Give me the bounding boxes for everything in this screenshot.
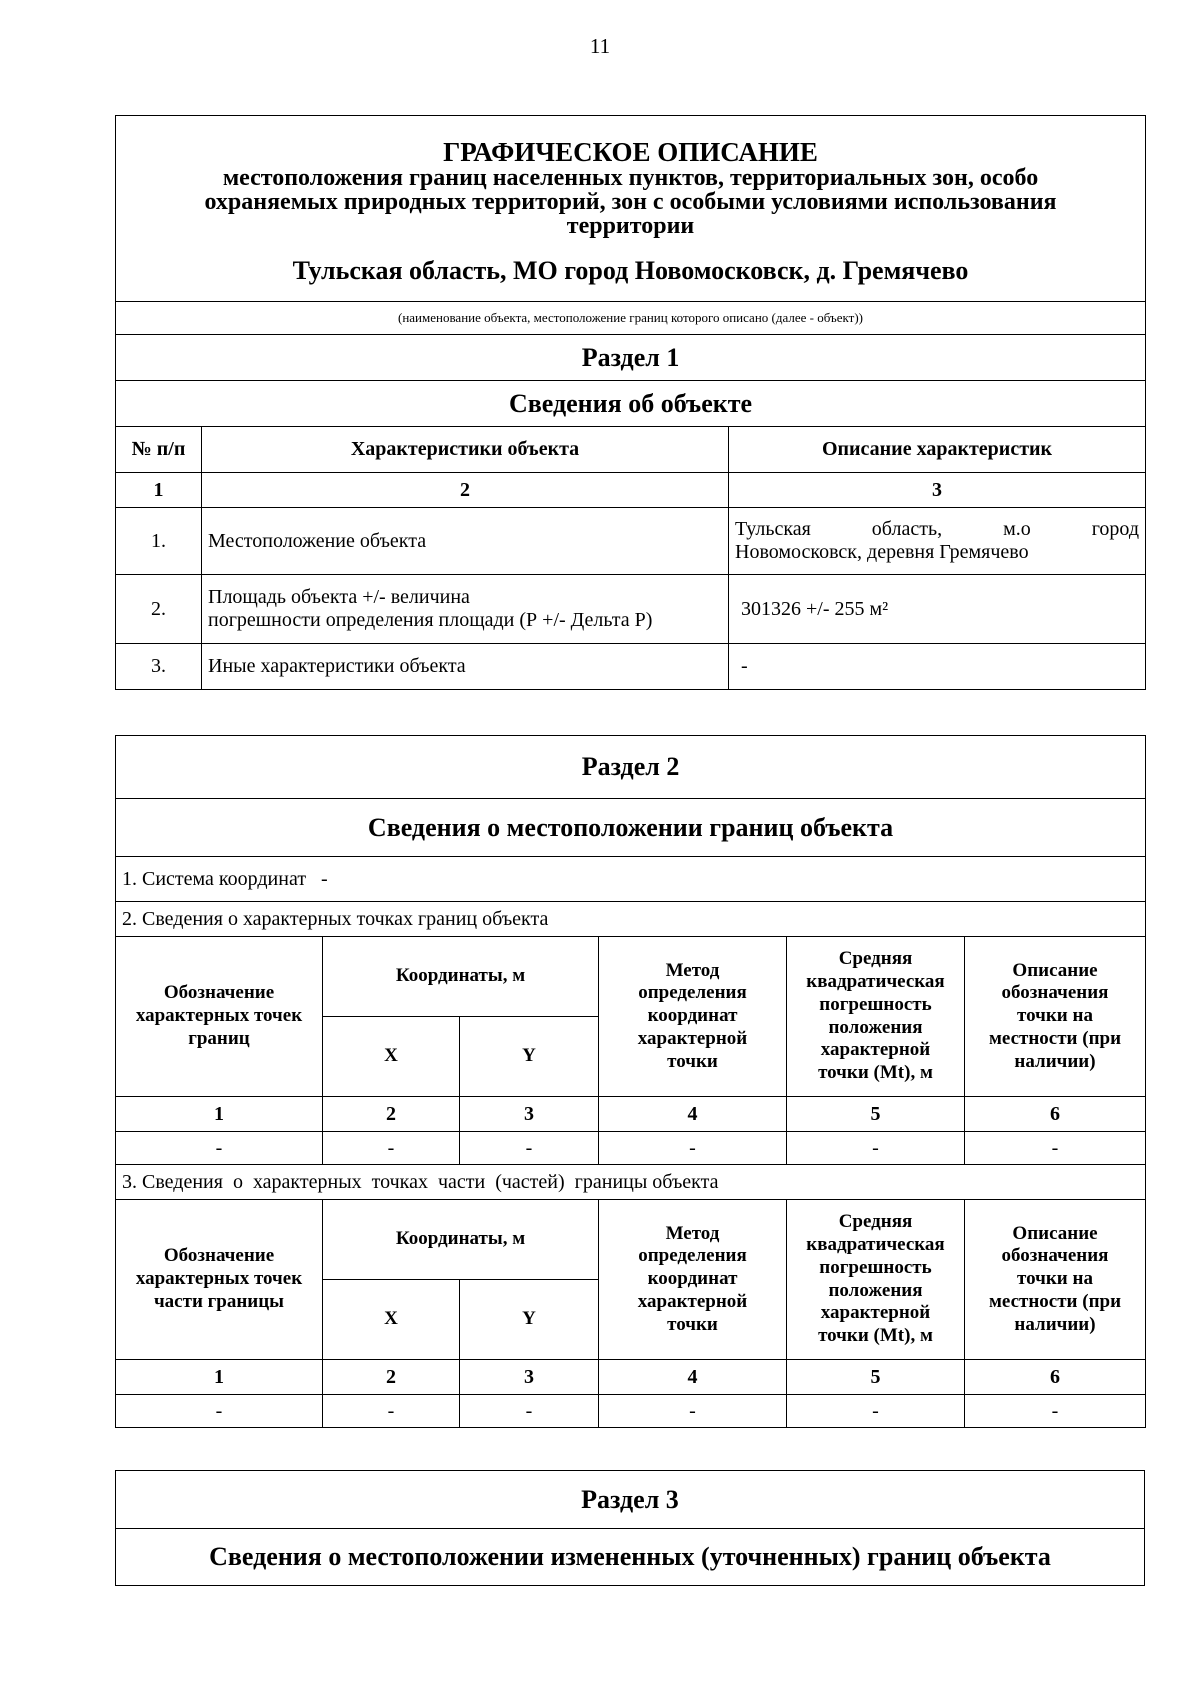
header-line: квадратическая <box>806 970 945 992</box>
section1-subtitle: Сведения об объекте <box>116 381 1146 427</box>
table-row <box>116 1132 1146 1165</box>
object-place: Тульская область, МО город Новомосковск, д. Гремячево <box>292 256 969 286</box>
col-header-point-description <box>965 1200 1146 1360</box>
col-header-x: X <box>323 1280 460 1360</box>
coord-system: 1. Система координат - <box>116 857 1146 902</box>
table-row <box>116 575 1146 644</box>
table-row <box>116 508 1146 575</box>
row-name: Иные характеристики объекта <box>202 644 729 690</box>
row-value: - <box>729 644 1146 690</box>
col-header-y: Y <box>460 1280 599 1360</box>
section1-table <box>115 115 1146 690</box>
object-caption: (наименование объекта, местоположение границ которого описано (далее - объект)) <box>116 302 1146 335</box>
document-title: ГРАФИЧЕСКОЕ ОПИСАНИЕ <box>443 137 818 168</box>
col-number: 5 <box>787 1097 965 1132</box>
col-number: 2 <box>323 1360 460 1395</box>
col-header-y: Y <box>460 1017 599 1097</box>
points-heading: 2. Сведения о характерных точках границ объекта <box>116 902 1146 937</box>
header-line: точки (Mt), м <box>818 1062 933 1084</box>
header-line: определения <box>638 1245 747 1267</box>
table-row <box>116 644 1146 690</box>
header-line: Описание <box>1012 1222 1098 1244</box>
header-line: точки на <box>1017 1005 1093 1027</box>
row-value-line: Тульская область, м.о город <box>735 518 1140 540</box>
document-title-block <box>116 116 1146 302</box>
cell-empty: - <box>787 1132 965 1165</box>
header-line: местности (при <box>988 1290 1122 1312</box>
table-row <box>116 1395 1146 1428</box>
document-subtitle-line3: территории <box>566 213 695 240</box>
col-header-coords: Координаты, м <box>323 937 599 1017</box>
col-number: 4 <box>599 1360 787 1395</box>
col-header-characteristics: Характеристики объекта <box>202 427 729 473</box>
cell-empty: - <box>787 1395 965 1428</box>
header-line: координат <box>647 1005 738 1027</box>
cell-empty: - <box>965 1395 1146 1428</box>
col-header-num: № п/п <box>116 427 202 473</box>
header-line: характерной <box>820 1039 931 1061</box>
header-line: характерной <box>637 1290 748 1312</box>
header-line: границ <box>188 1027 250 1049</box>
header-line: погрешность <box>819 993 932 1015</box>
header-line: положения <box>828 1016 923 1038</box>
header-line: положения <box>828 1279 923 1301</box>
cell-empty: - <box>323 1395 460 1428</box>
row-value: 301326 +/- 255 м² <box>729 575 1146 644</box>
row-num: 1. <box>116 508 202 575</box>
header-line: наличии) <box>1014 1050 1096 1072</box>
cell-empty: - <box>965 1132 1146 1165</box>
col-number: 3 <box>460 1360 599 1395</box>
cell-empty: - <box>116 1395 323 1428</box>
col-header-x: X <box>323 1017 460 1097</box>
header-line: Описание <box>1012 959 1098 981</box>
col-number: 3 <box>729 473 1146 508</box>
header-line: Обозначение <box>163 1245 275 1267</box>
parts-heading: 3. Сведения о характерных точках части (частей) границы объекта <box>116 1165 1146 1200</box>
col-header-description: Описание характеристик <box>729 427 1146 473</box>
section1-title: Раздел 1 <box>116 335 1146 381</box>
header-line: Средняя <box>838 1211 913 1233</box>
row-value-line: Новомосковск, деревня Гремячево <box>735 541 1029 563</box>
row-value <box>729 508 1146 575</box>
row-name-line: погрешности определения площади (Р +/- Дельта Р) <box>208 609 653 631</box>
header-line: Обозначение <box>163 982 275 1004</box>
col-header-coords: Координаты, м <box>323 1200 599 1280</box>
header-line: характерной <box>820 1302 931 1324</box>
col-header-method <box>599 1200 787 1360</box>
cell-empty: - <box>323 1132 460 1165</box>
row-name-line: Площадь объекта +/- величина <box>208 586 470 608</box>
section2-title: Раздел 2 <box>116 736 1146 799</box>
col-header-designation-part <box>116 1200 323 1360</box>
row-num: 2. <box>116 575 202 644</box>
header-line: местности (при <box>988 1027 1122 1049</box>
document-subtitle-line2: охраняемых природных территорий, зон с особыми условиями использования <box>204 189 1057 216</box>
col-header-method <box>599 937 787 1097</box>
row-name <box>202 575 729 644</box>
header-line: квадратическая <box>806 1233 945 1255</box>
col-number: 6 <box>965 1097 1146 1132</box>
cell-empty: - <box>116 1132 323 1165</box>
col-number: 3 <box>460 1097 599 1132</box>
col-number: 6 <box>965 1360 1146 1395</box>
col-number: 1 <box>116 1360 323 1395</box>
header-line: точки <box>667 1313 718 1335</box>
header-line: характерной <box>637 1027 748 1049</box>
col-number: 4 <box>599 1097 787 1132</box>
header-line: точки <box>667 1050 718 1072</box>
header-line: наличии) <box>1014 1313 1096 1335</box>
col-number: 2 <box>202 473 729 508</box>
section2-subtitle: Сведения о местоположении границ объекта <box>116 799 1146 857</box>
col-header-error <box>787 1200 965 1360</box>
header-line: части границы <box>153 1290 285 1312</box>
page-number: 11 <box>589 34 611 58</box>
section3-table <box>115 1470 1145 1586</box>
header-line: точки на <box>1017 1268 1093 1290</box>
row-num: 3. <box>116 644 202 690</box>
header-line: определения <box>638 982 747 1004</box>
section3-title: Раздел 3 <box>116 1471 1145 1529</box>
section3-subtitle: Сведения о местоположении измененных (уточненных) границ объекта <box>116 1529 1145 1586</box>
header-line: обозначения <box>1001 982 1109 1004</box>
cell-empty: - <box>599 1132 787 1165</box>
header-line: обозначения <box>1001 1245 1109 1267</box>
header-line: погрешность <box>819 1256 932 1278</box>
header-line: характерных точек <box>135 1268 303 1290</box>
col-number: 2 <box>323 1097 460 1132</box>
section2-table <box>115 735 1146 1428</box>
cell-empty: - <box>460 1395 599 1428</box>
header-line: координат <box>647 1268 738 1290</box>
col-header-error <box>787 937 965 1097</box>
header-line: Средняя <box>838 948 913 970</box>
col-number: 1 <box>116 1097 323 1132</box>
header-line: характерных точек <box>135 1005 303 1027</box>
document-subtitle-line1: местоположения границ населенных пунктов, территориальных зон, особо <box>222 165 1039 192</box>
row-name: Местоположение объекта <box>202 508 729 575</box>
cell-empty: - <box>460 1132 599 1165</box>
cell-empty: - <box>599 1395 787 1428</box>
col-number: 5 <box>787 1360 965 1395</box>
col-header-designation <box>116 937 323 1097</box>
header-line: Метод <box>665 1222 720 1244</box>
col-number: 1 <box>116 473 202 508</box>
header-line: Метод <box>665 959 720 981</box>
col-header-point-description <box>965 937 1146 1097</box>
header-line: точки (Mt), м <box>818 1325 933 1347</box>
